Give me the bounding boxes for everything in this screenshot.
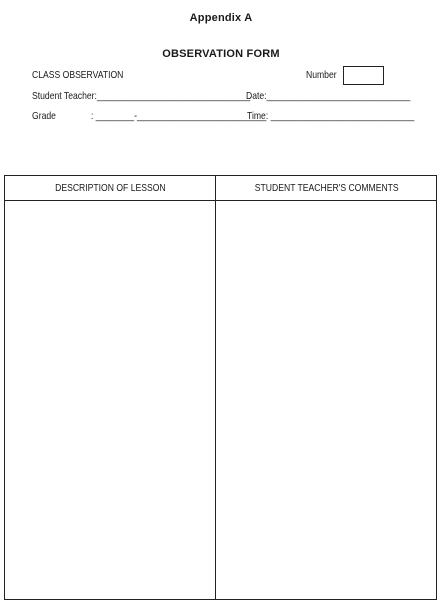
grade-field[interactable]: : ________-___________________________ (91, 110, 267, 122)
column-header-comments (216, 176, 437, 200)
student-teacher-comments-area[interactable] (216, 201, 436, 599)
number-label: Number (306, 69, 337, 81)
appendix-title: Appendix A (189, 12, 253, 24)
observation-table (4, 175, 437, 600)
description-of-lesson-area[interactable] (5, 201, 215, 599)
time-field[interactable]: Time: ______________________________ (247, 110, 415, 122)
column-header-description (5, 176, 215, 200)
grade-label: Grade (32, 110, 56, 122)
column-header-comments-label: STUDENT TEACHER'S COMMENTS (254, 182, 399, 194)
column-header-description-label: DESCRIPTION OF LESSON (54, 182, 166, 194)
number-field[interactable] (343, 66, 384, 85)
date-field[interactable]: Date:______________________________ (246, 90, 411, 102)
student-teacher-field[interactable]: Student Teacher:________________________________ (32, 90, 251, 102)
class-observation-label: CLASS OBSERVATION (32, 69, 124, 81)
form-title: OBSERVATION FORM (162, 48, 280, 60)
